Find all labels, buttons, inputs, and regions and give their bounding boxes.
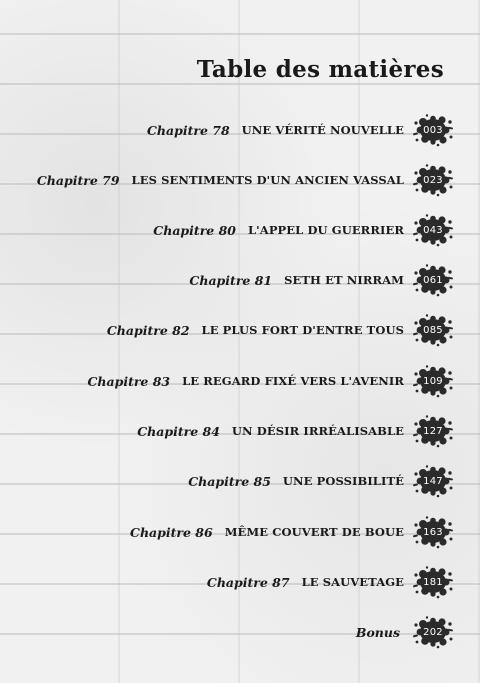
chapter-number: Chapitre 85 [188,473,271,489]
chapter-number: Chapitre 79 [36,172,120,188]
chapter-title: LE PLUS FORT D'ENTRE TOUS [201,323,404,337]
toc-entry[interactable] [189,262,454,298]
toc-entry[interactable] [87,363,454,399]
page-title: Table des matières [196,56,444,83]
ink-splat-icon [412,213,454,247]
page-number: 109 [423,375,443,387]
page-number: 127 [423,425,443,437]
chapter-title: LES SENTIMENTS D'UN ANCIEN VASSAL [131,173,404,187]
page-number: 003 [423,124,443,136]
page-number: 202 [423,626,443,638]
page-number: 147 [423,475,443,487]
chapter-number: Chapitre 84 [137,423,220,439]
chapter-number: Chapitre 86 [130,524,213,540]
chapter-title: LE SAUVETAGE [301,575,404,589]
ink-splat-icon [412,263,454,297]
chapter-number: Chapitre 78 [146,122,230,138]
chapter-number: Chapitre 80 [153,222,236,238]
ink-splat-icon [412,163,454,197]
chapter-title: MÊME COUVERT DE BOUE [224,525,404,539]
toc-entry[interactable] [147,112,454,148]
ink-splat-icon [412,464,454,498]
toc-entry[interactable] [356,614,454,650]
chapter-title: UN DÉSIR IRRÉALISABLE [231,424,404,438]
ink-splat-icon [412,615,454,649]
toc-entry[interactable] [188,463,454,499]
ink-splat-icon [412,565,454,599]
chapter-title: LE REGARD FIXÉ VERS L'AVENIR [182,374,404,388]
page-number: 061 [423,274,443,286]
toc-entry[interactable] [207,564,454,600]
chapter-title: L'APPEL DU GUERRIER [247,223,404,237]
page-number: 181 [423,576,443,588]
chapter-title: SETH ET NIRRAM [284,273,404,287]
toc-entry[interactable] [137,413,454,449]
ink-splat-icon [412,313,454,347]
chapter-number: Chapitre 87 [206,574,290,590]
ink-splat-icon [412,364,454,398]
chapter-title: UNE VÉRITÉ NOUVELLE [241,123,404,137]
toc-entry[interactable] [37,162,454,198]
page-number: 023 [423,174,443,186]
toc-entry[interactable] [130,514,454,550]
ink-splat-icon [412,515,454,549]
chapter-number: Chapitre 83 [87,373,171,389]
ink-splat-icon [412,414,454,448]
toc-entry[interactable] [107,312,454,348]
chapter-number: Chapitre 81 [189,272,273,288]
chapter-title: UNE POSSIBILITÉ [282,474,404,488]
page-number: 085 [423,324,443,336]
chapter-number: Bonus [355,624,400,640]
ink-splat-icon [412,113,454,147]
chapter-number: Chapitre 82 [106,322,190,338]
toc-entry[interactable] [153,212,454,248]
page-number: 163 [423,526,443,538]
page-number: 043 [423,224,443,236]
